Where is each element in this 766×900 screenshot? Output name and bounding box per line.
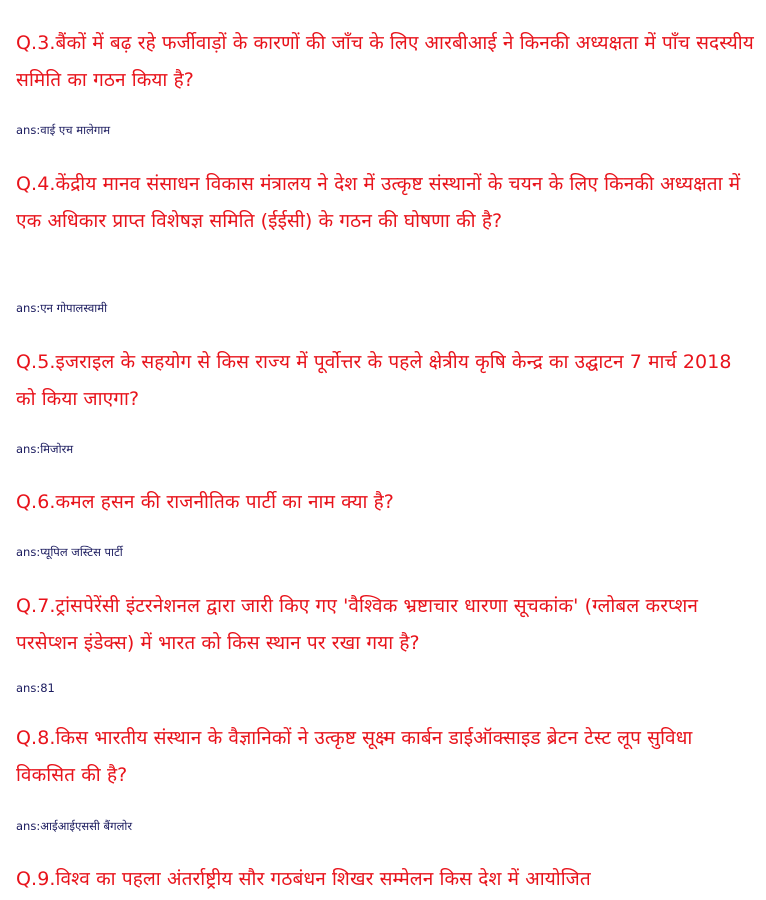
question-block-3 bbox=[16, 25, 756, 99]
answer-text: ans:आईआईएससी बैंगलोर bbox=[16, 819, 133, 833]
question-text: Q.6.कमल हसन की राजनीतिक पार्टी का नाम क्या है? bbox=[16, 491, 394, 513]
answer-text: ans:मिजोरम bbox=[16, 442, 74, 456]
answer-text: ans:प्यूपिल जस्टिस पार्टी bbox=[16, 545, 123, 559]
question-block-4 bbox=[16, 166, 756, 240]
answer-text: ans:वाई एच मालेगाम bbox=[16, 123, 111, 137]
question-text: Q.3.बैंकों में बढ़ रहे फर्जीवाड़ों के कारणों की जाँच के लिए आरबीआई ने किनकी अध्यक्षता में पाँच सदस्यीय समिति का गठन किया है? bbox=[16, 32, 754, 91]
question-block-7 bbox=[16, 588, 756, 662]
question-block-6 bbox=[16, 484, 756, 521]
question-text: Q.9.विश्व का पहला अंतर्राष्ट्रीय सौर गठबंधन शिखर सम्मेलन किस देश में आयोजित bbox=[16, 868, 591, 890]
question-block-9 bbox=[16, 861, 756, 898]
question-text: Q.4.केंद्रीय मानव संसाधन विकास मंत्रालय ने देश में उत्कृष्ट संस्थानों के चयन के लिए किनकी अध्यक्षता में एक अधिकार प्राप्त विशेषज्ञ समिति (ईईसी) के गठन की घोषणा की है? bbox=[16, 173, 741, 232]
question-text: Q.5.इजराइल के सहयोग से किस राज्य में पूर्वोत्तर के पहले क्षेत्रीय कृषि केन्द्र का उद्घाटन 7 मार्च 2018 को किया जाएगा? bbox=[16, 351, 732, 410]
answer-text: ans:एन गोपालस्वामी bbox=[16, 301, 108, 315]
question-block-8 bbox=[16, 720, 756, 794]
question-text: Q.7.ट्रांसपेरेंसी इंटरनेशनल द्वारा जारी किए गए 'वैश्विक भ्रष्टाचार धारणा सूचकांक' (ग्लोबल करप्शन परसेप्शन इंडेक्स) में भारत को किस स्थान पर रखा गया है? bbox=[16, 595, 699, 654]
answer-text: ans:81 bbox=[16, 681, 55, 695]
question-block-5 bbox=[16, 344, 756, 418]
question-text: Q.8.किस भारतीय संस्थान के वैज्ञानिकों ने उत्कृष्ट सूक्ष्म कार्बन डाईऑक्साइड ब्रेटन टेस्ट लूप सुविधा विकसित की है? bbox=[16, 727, 693, 786]
